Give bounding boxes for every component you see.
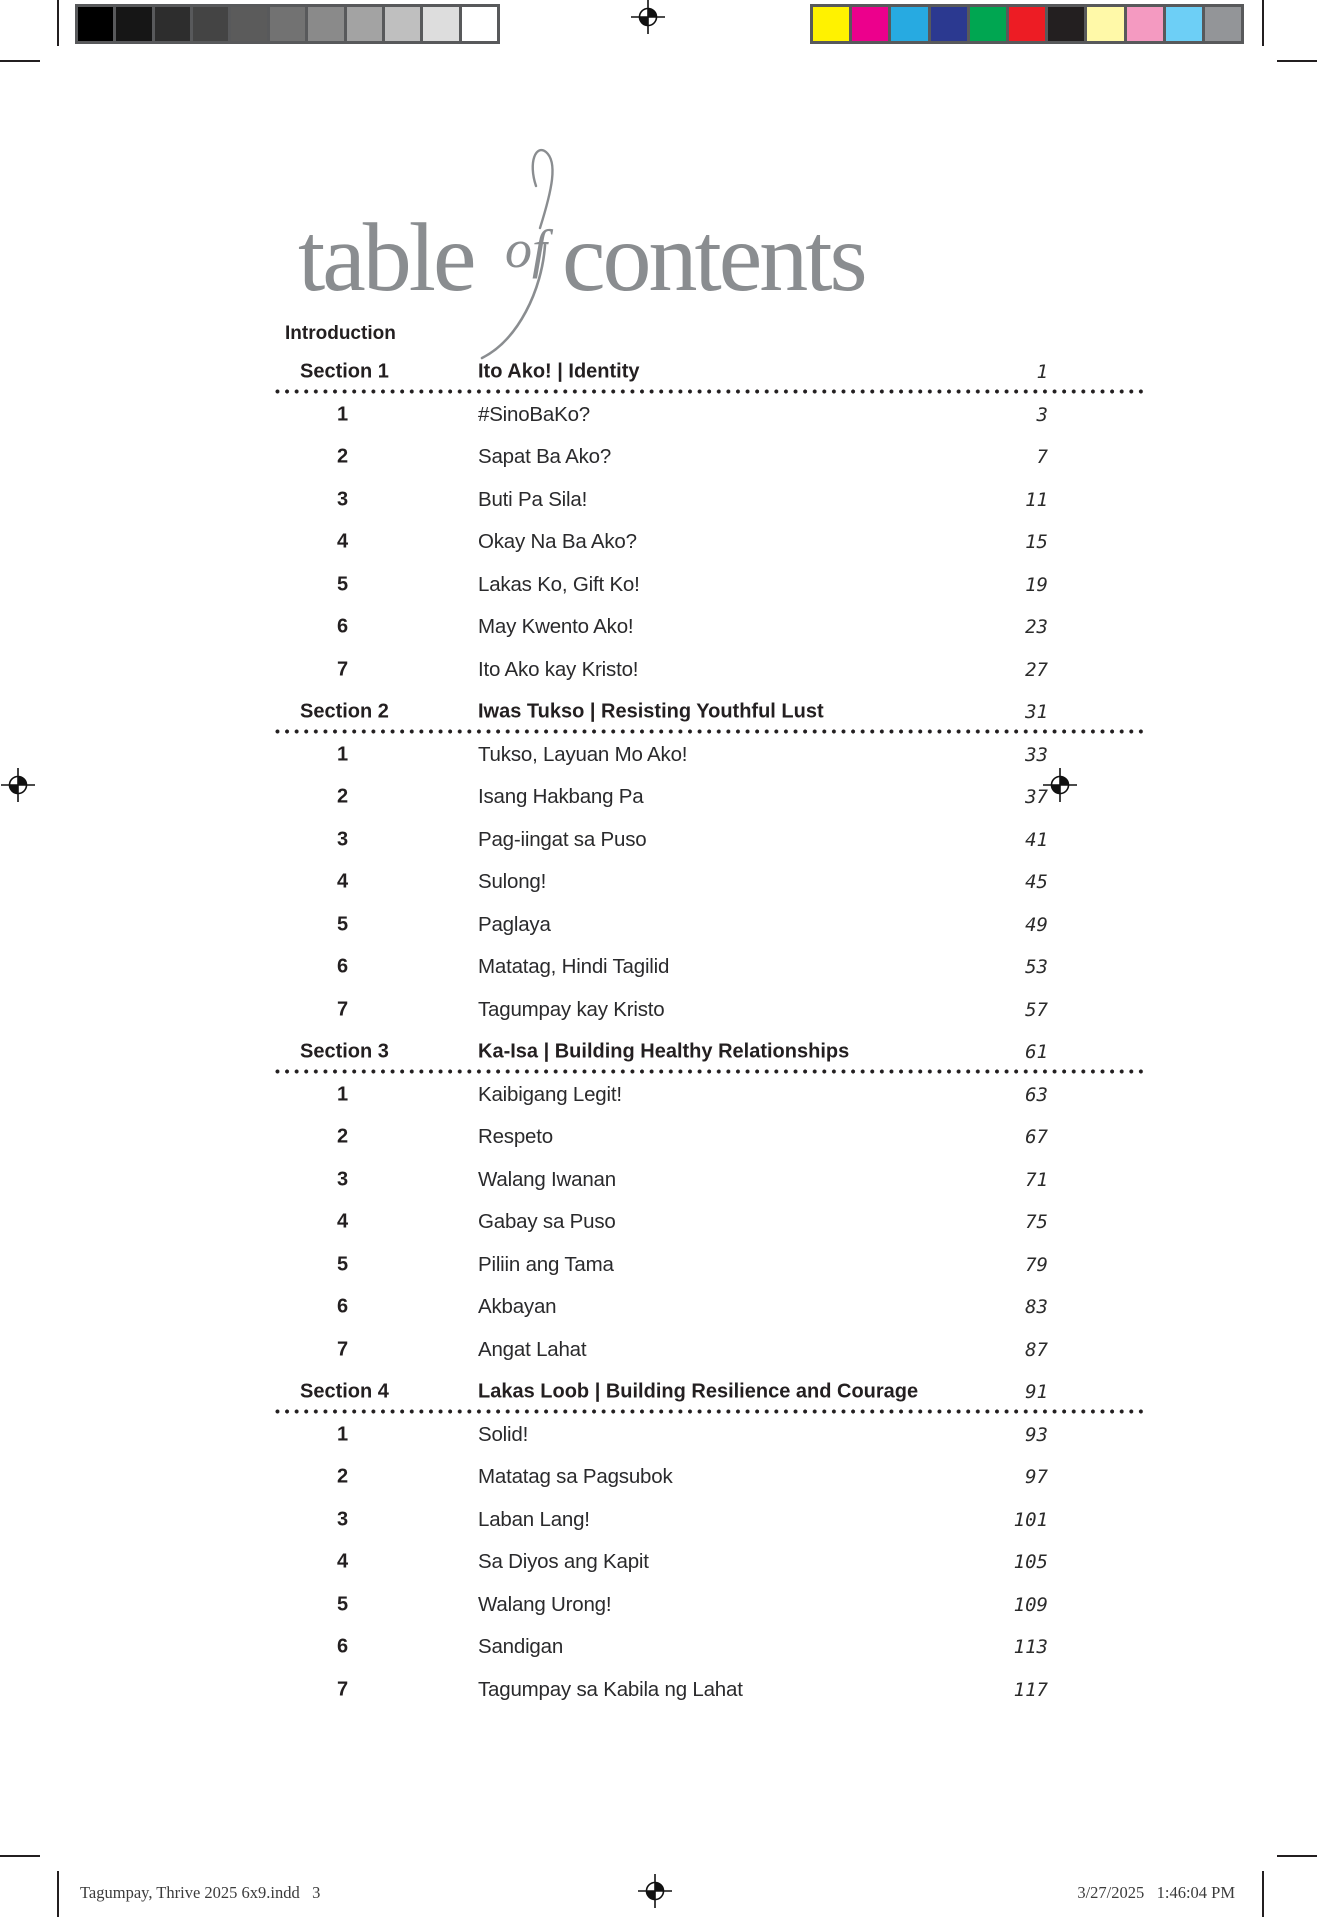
chapter-number: 5 <box>336 1253 349 1276</box>
chapter-title: May Kwento Ako! <box>478 615 634 639</box>
calibration-swatch <box>852 7 888 41</box>
trim-mark <box>0 1855 40 1857</box>
chapter-page-number: 113 <box>1013 1636 1048 1659</box>
chapter-title: Sulong! <box>478 870 547 894</box>
chapter-row <box>275 989 1145 1032</box>
chapter-number: 5 <box>336 913 349 936</box>
chapter-title: Sa Diyos ang Kapit <box>478 1550 649 1574</box>
chapter-page-number: 93 <box>1025 1423 1048 1446</box>
chapter-row <box>275 861 1145 904</box>
chapter-number: 4 <box>336 1550 349 1573</box>
trim-mark <box>1262 1871 1264 1917</box>
chapter-title: Laban Lang! <box>478 1507 590 1531</box>
chapter-page-number: 67 <box>1025 1126 1048 1149</box>
chapter-title: Buti Pa Sila! <box>478 487 588 511</box>
chapter-row <box>275 1116 1145 1159</box>
chapter-title: Piliin ang Tama <box>478 1252 614 1276</box>
toc-section <box>275 351 1145 691</box>
calibration-swatch <box>385 7 420 41</box>
grayscale-calibration-bar <box>75 4 500 44</box>
toc-section <box>275 1031 1145 1371</box>
chapter-number: 2 <box>336 1125 349 1148</box>
chapter-page-number: 15 <box>1025 531 1048 554</box>
chapter-page-number: 83 <box>1025 1296 1048 1319</box>
calibration-swatch <box>423 7 458 41</box>
page-title-of: of <box>505 219 548 279</box>
chapter-page-number: 27 <box>1025 658 1048 681</box>
calibration-swatch <box>1009 7 1045 41</box>
calibration-swatch <box>813 7 849 41</box>
section-header-row <box>275 1371 1145 1414</box>
chapter-row <box>275 1456 1145 1499</box>
chapter-number: 1 <box>336 403 349 426</box>
chapter-row <box>275 819 1145 862</box>
chapter-row <box>275 394 1145 437</box>
chapter-row <box>275 606 1145 649</box>
section-label: Section 2 <box>300 700 389 723</box>
toc-section <box>275 691 1145 1031</box>
chapter-row <box>275 1541 1145 1584</box>
section-header-row <box>275 691 1145 734</box>
chapter-number: 6 <box>336 1635 349 1658</box>
calibration-swatch <box>155 7 190 41</box>
chapter-page-number: 3 <box>1036 403 1048 426</box>
section-header-row <box>275 1031 1145 1074</box>
section-label: Section 4 <box>300 1380 389 1403</box>
chapter-title: Walang Urong! <box>478 1592 612 1616</box>
trim-mark <box>1262 0 1264 46</box>
section-label: Section 1 <box>300 360 389 383</box>
chapter-row <box>275 1626 1145 1669</box>
registration-mark-icon <box>637 1873 673 1909</box>
chapter-page-number: 109 <box>1013 1593 1048 1616</box>
chapter-number: 4 <box>336 530 349 553</box>
calibration-swatch <box>1127 7 1163 41</box>
chapter-number: 4 <box>336 1210 349 1233</box>
registration-mark-icon <box>0 767 36 803</box>
calibration-swatch <box>270 7 305 41</box>
chapter-title: Solid! <box>478 1422 529 1446</box>
section-page-number: 1 <box>1036 361 1048 384</box>
chapter-number: 3 <box>336 1168 349 1191</box>
chapter-number: 7 <box>336 1338 349 1361</box>
chapter-title: Respeto <box>478 1125 553 1149</box>
chapter-number: 6 <box>336 615 349 638</box>
section-page-number: 61 <box>1025 1041 1048 1064</box>
chapter-row <box>275 1244 1145 1287</box>
chapter-row <box>275 1329 1145 1372</box>
chapter-number: 7 <box>336 658 349 681</box>
chapter-page-number: 63 <box>1025 1083 1048 1106</box>
calibration-swatch <box>231 7 266 41</box>
section-header-row <box>275 351 1145 394</box>
chapter-title: Paglaya <box>478 912 551 936</box>
chapter-row <box>275 1499 1145 1542</box>
chapter-number: 1 <box>336 1423 349 1446</box>
chapter-title: Okay Na Ba Ako? <box>478 530 637 554</box>
calibration-swatch <box>1087 7 1123 41</box>
chapter-page-number: 7 <box>1036 446 1048 469</box>
chapter-title: Gabay sa Puso <box>478 1210 616 1234</box>
trim-mark <box>1277 60 1317 62</box>
chapter-page-number: 49 <box>1025 913 1048 936</box>
chapter-number: 3 <box>336 828 349 851</box>
chapter-page-number: 71 <box>1025 1168 1048 1191</box>
calibration-swatch <box>347 7 382 41</box>
section-title: Iwas Tukso | Resisting Youthful Lust <box>478 700 824 723</box>
calibration-swatch <box>116 7 151 41</box>
chapter-row <box>275 1074 1145 1117</box>
chapter-page-number: 105 <box>1013 1551 1048 1574</box>
trim-mark <box>1277 1855 1317 1857</box>
chapter-title: Sandigan <box>478 1635 564 1659</box>
chapter-row <box>275 1201 1145 1244</box>
chapter-title: Walang Iwanan <box>478 1167 616 1191</box>
chapter-row <box>275 649 1145 692</box>
chapter-page-number: 101 <box>1013 1508 1048 1531</box>
toc-section <box>275 1371 1145 1711</box>
introduction-heading: Introduction <box>285 323 396 344</box>
chapter-number: 6 <box>336 955 349 978</box>
chapter-row <box>275 904 1145 947</box>
chapter-number: 3 <box>336 1508 349 1531</box>
chapter-title: Ito Ako kay Kristo! <box>478 657 639 681</box>
chapter-row <box>275 521 1145 564</box>
color-calibration-bar <box>810 4 1244 44</box>
calibration-swatch <box>1048 7 1084 41</box>
calibration-swatch <box>78 7 113 41</box>
calibration-swatch <box>193 7 228 41</box>
chapter-number: 2 <box>336 445 349 468</box>
chapter-title: Lakas Ko, Gift Ko! <box>478 572 640 596</box>
chapter-title: Kaibigang Legit! <box>478 1082 622 1106</box>
chapter-title: Matatag, Hindi Tagilid <box>478 955 670 979</box>
section-title: Lakas Loob | Building Resilience and Courage <box>478 1380 919 1403</box>
chapter-number: 5 <box>336 1593 349 1616</box>
chapter-row <box>275 1584 1145 1627</box>
chapter-page-number: 87 <box>1025 1338 1048 1361</box>
calibration-swatch <box>931 7 967 41</box>
chapter-row <box>275 1159 1145 1202</box>
chapter-row <box>275 564 1145 607</box>
chapter-page-number: 79 <box>1025 1253 1048 1276</box>
footer-timestamp: 3/27/2025 1:46:04 PM <box>1077 1883 1235 1902</box>
chapter-number: 4 <box>336 870 349 893</box>
chapter-page-number: 41 <box>1025 828 1048 851</box>
chapter-title: Sapat Ba Ako? <box>478 445 612 469</box>
calibration-swatch <box>462 7 497 41</box>
chapter-title: Akbayan <box>478 1295 557 1319</box>
chapter-row <box>275 1286 1145 1329</box>
chapter-title: Matatag sa Pagsubok <box>478 1465 673 1489</box>
calibration-swatch <box>891 7 927 41</box>
chapter-page-number: 117 <box>1013 1678 1048 1701</box>
chapter-title: Tagumpay sa Kabila ng Lahat <box>478 1677 743 1701</box>
calibration-swatch <box>308 7 343 41</box>
chapter-page-number: 75 <box>1025 1211 1048 1234</box>
chapter-page-number: 11 <box>1025 488 1048 511</box>
chapter-page-number: 23 <box>1025 616 1048 639</box>
chapter-title: Angat Lahat <box>478 1337 587 1361</box>
chapter-number: 1 <box>336 743 349 766</box>
chapter-page-number: 57 <box>1025 998 1048 1021</box>
page-title-contents: contents <box>562 204 865 312</box>
calibration-swatch <box>970 7 1006 41</box>
trim-mark <box>57 1871 59 1917</box>
chapter-number: 3 <box>336 488 349 511</box>
section-title: Ito Ako! | Identity <box>478 360 640 383</box>
chapter-title: #SinoBaKo? <box>478 402 590 426</box>
chapter-row <box>275 776 1145 819</box>
chapter-page-number: 97 <box>1025 1466 1048 1489</box>
chapter-number: 6 <box>336 1295 349 1318</box>
chapter-row <box>275 734 1145 777</box>
chapter-number: 7 <box>336 1678 349 1701</box>
chapter-row <box>275 1414 1145 1457</box>
chapter-row <box>275 479 1145 522</box>
registration-mark-icon <box>630 0 666 35</box>
chapter-row <box>275 436 1145 479</box>
chapter-number: 2 <box>336 785 349 808</box>
chapter-row <box>275 1669 1145 1712</box>
chapter-title: Tukso, Layuan Mo Ako! <box>478 742 688 766</box>
chapter-page-number: 45 <box>1025 871 1048 894</box>
section-label: Section 3 <box>300 1040 389 1063</box>
chapter-page-number: 33 <box>1025 743 1048 766</box>
section-page-number: 31 <box>1025 701 1048 724</box>
trim-mark <box>57 0 59 46</box>
chapter-page-number: 19 <box>1025 573 1048 596</box>
chapter-number: 1 <box>336 1083 349 1106</box>
chapter-page-number: 37 <box>1025 786 1048 809</box>
chapter-title: Tagumpay kay Kristo <box>478 997 665 1021</box>
section-title: Ka-Isa | Building Healthy Relationships <box>478 1040 850 1063</box>
calibration-swatch <box>1205 7 1241 41</box>
of-swash-flourish <box>470 140 600 370</box>
calibration-swatch <box>1166 7 1202 41</box>
trim-mark <box>0 60 40 62</box>
chapter-title: Pag-iingat sa Puso <box>478 827 647 851</box>
chapter-number: 7 <box>336 998 349 1021</box>
chapter-number: 5 <box>336 573 349 596</box>
chapter-title: Isang Hakbang Pa <box>478 785 644 809</box>
page-title-table: table <box>298 204 474 312</box>
chapter-page-number: 53 <box>1025 956 1048 979</box>
section-page-number: 91 <box>1025 1381 1048 1404</box>
chapter-row <box>275 946 1145 989</box>
table-of-contents <box>275 351 1145 1711</box>
chapter-number: 2 <box>336 1465 349 1488</box>
footer-filename: Tagumpay, Thrive 2025 6x9.indd 3 <box>80 1883 321 1902</box>
